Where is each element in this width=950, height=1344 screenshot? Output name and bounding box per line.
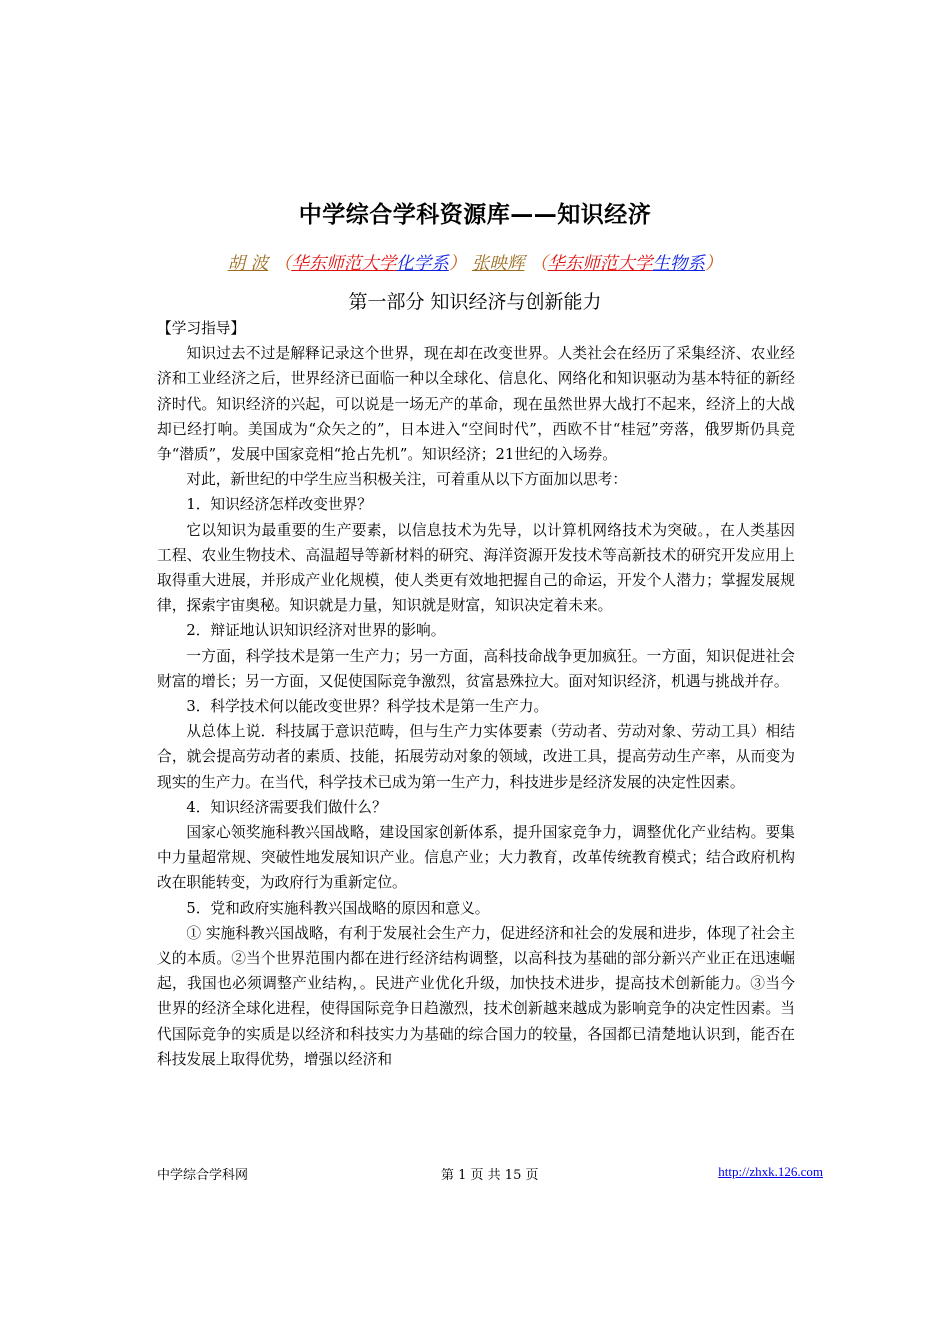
paren-open-2: （ — [529, 254, 548, 274]
section-title: 第一部分 知识经济与创新能力 — [348, 291, 602, 313]
document-body — [157, 316, 795, 1072]
question-heading: 4．知识经济需要我们做什么？ — [186, 798, 387, 816]
paragraph: 国家心领奖施科教兴国战略，建设国家创新体系，提升国家竞争力，调整优化产业结构。要集中力量超常规、突破性地发展知识产业。信息产业；大力教育，改革传统教育模式；结合政府机构改在职能转变，为政府行为重新定位。 — [157, 824, 795, 892]
question-heading: 2．辩证地认识知识经济对世界的影响。 — [186, 622, 446, 640]
guide-heading: 【学习指导】 — [157, 320, 246, 337]
paragraph: 知识过去不过是解释记录这个世界，现在却在改变世界。人类社会在经历了采集经济、农业经济和工业经济之后，世界经济已面临一种以全球化、信息化、网络化和知识驱动为基本特征的新经济时代。知识经济的兴起，可以说是一场无产的革命，现在虽然世界大战打不起来，经济上的大战却已经打响。美国成为“众矢之的”，日本进入“空间时代”，西欧不甘“桂冠”旁落，俄罗斯仍具竞争“潜质”，发展中国家竞相“抢占先机”。知识经济；21世纪的入场券。 — [157, 345, 795, 464]
author-line — [0, 250, 950, 275]
paragraph: 对此，新世纪的中学生应当积极关注，可着重从以下方面加以思考： — [186, 471, 628, 489]
question-heading: 5．党和政府实施科教兴国战略的原因和意义。 — [186, 899, 490, 917]
author-1-link[interactable]: 胡 波 — [227, 254, 269, 274]
dept-1-link[interactable]: 化学系 — [396, 254, 449, 274]
page-footer — [157, 1164, 823, 1184]
question-heading: 3．科学技术何以能改变世界？科学技术是第一生产力。 — [186, 698, 549, 716]
paragraph: 它以知识为最重要的生产要素，以信息技术为先导，以计算机网络技术为突破。，在人类基因工程、农业生物技术、高温超导等新材料的研究、海洋资源开发技术等高新技术的研究开发应用上取得重大进展，并形成产业化规模，使人类更有效地把握自己的命运，开发个人潜力；掌握发展规律，探索宇宙奥秘。知识就是力量，知识就是财富，知识决定着未来。 — [157, 521, 795, 615]
footer-url-link[interactable]: http://zhxk.126.com — [718, 1164, 823, 1179]
document-title: 中学综合学科资源库——知识经济 — [298, 202, 652, 228]
paren-close-1: ） — [448, 254, 467, 274]
school-1-link[interactable]: 华东师范大学 — [291, 254, 397, 274]
school-2-link[interactable]: 华东师范大学 — [547, 254, 653, 274]
paragraph: ① 实施科教兴国战略，有利于发展社会生产力，促进经济和社会的发展和进步，体现了社会主义的本质。②当个世界范围内都在进行经济结构调整，以高科技为基础的部分新兴产业正在迅速崛起，我国也必须调整产业结构，。民进产业优化升级，加快技术进步，提高技术创新能力。③当今世界的经济全球化进程，使得国际竞争日趋激烈，技术创新越来越成为影响竞争的决定性因素。当代国际竞争的实质是以经济和科技实力为基础的综合国力的较量，各国都已清楚地认识到，能否在科技发展上取得优势，增强以经济和 — [157, 924, 795, 1068]
paren-close-2: ） — [704, 254, 723, 274]
author-2-link[interactable]: 张映辉 — [471, 254, 525, 274]
paren-open-1: （ — [273, 254, 292, 274]
paragraph: 一方面，科学技术是第一生产力；另一方面，高科技命战争更加疯狂。一方面，知识促进社会财富的增长；另一方面，又促使国际竞争激烈，贫富悬殊拉大。面对知识经济，机遇与挑战并存。 — [157, 647, 795, 690]
question-heading: 1．知识经济怎样改变世界？ — [186, 496, 372, 514]
dept-2-link[interactable]: 生物系 — [652, 254, 705, 274]
footer-page-number: 第 1 页 共 15 页 — [441, 1168, 539, 1183]
footer-site-name: 中学综合学科网 — [157, 1168, 249, 1183]
paragraph: 从总体上说．科技属于意识范畴，但与生产力实体要素（劳动者、劳动对象、劳动工具）相结合，就会提高劳动者的素质、技能，拓展劳动对象的领域，改进工具，提高劳动生产率，从而变为现实的生产力。在当代，科学技术已成为第一生产力，科技进步是经济发展的决定性因素。 — [157, 723, 795, 791]
